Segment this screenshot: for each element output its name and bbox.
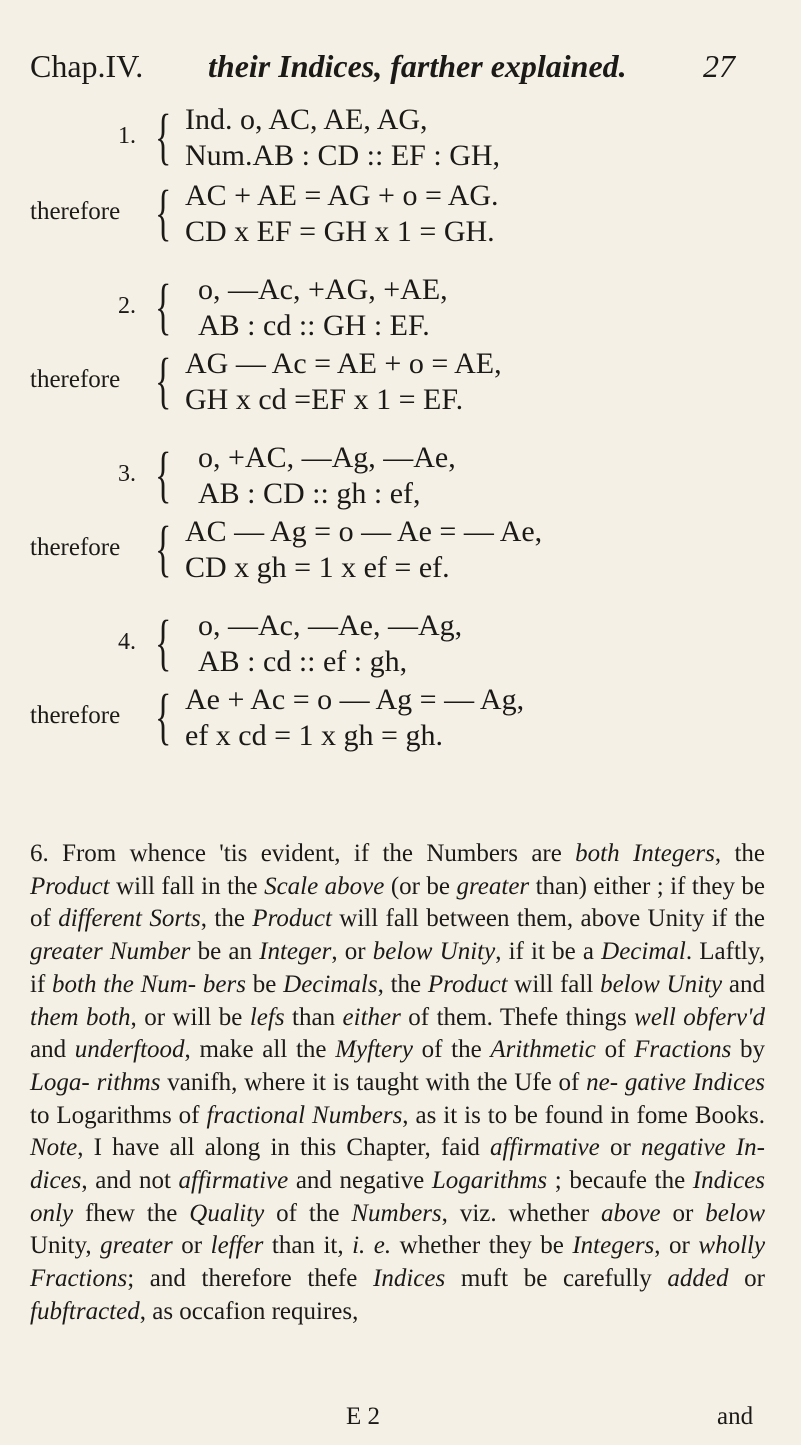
sum-result: Ae + Ac = o — Ag = — Ag, xyxy=(185,683,525,716)
block-number: 2. xyxy=(118,293,136,319)
brace-glyph: { xyxy=(155,441,172,509)
text-run: Unity if the xyxy=(647,905,766,933)
block-number: 4. xyxy=(118,629,136,655)
text-run: vanifh, where it is taught with the Ufe of xyxy=(160,1068,587,1096)
brace-glyph: { xyxy=(155,515,172,583)
italic-run: different xyxy=(58,905,142,933)
text-run: will fall in the xyxy=(109,872,265,900)
italic-run: Fractions xyxy=(634,1036,732,1064)
italic-run: above xyxy=(600,1199,661,1227)
italic-run: fubftracted xyxy=(30,1297,140,1325)
catchword: and xyxy=(717,1403,754,1430)
indices-line: o, —Ac, —Ae, —Ag, xyxy=(198,609,463,642)
therefore-label: therefore xyxy=(30,366,121,393)
text-run: , and not xyxy=(81,1167,179,1195)
numbers-line: Num.AB : CD :: EF : GH, xyxy=(185,139,501,172)
text-run: , as occafion requires, xyxy=(139,1297,359,1325)
block-number: 1. xyxy=(118,123,136,149)
text-run: , the xyxy=(377,970,428,998)
text-run: and xyxy=(728,970,765,998)
italic-run: Decimal xyxy=(601,938,686,966)
sum-result: AC — Ag = o — Ae = — Ae, xyxy=(185,515,543,548)
italic-run: Integers xyxy=(572,1232,655,1260)
text-run: , make all xyxy=(184,1036,288,1064)
italic-run: Decimals xyxy=(283,970,378,998)
italic-run: Note xyxy=(30,1134,78,1162)
text-run: as it is to be found in fome Books. xyxy=(415,1101,765,1129)
italic-run: fractional Numbers xyxy=(206,1101,403,1129)
therefore-label: therefore xyxy=(30,198,121,225)
text-run: and negative xyxy=(288,1167,432,1195)
text-run: becaufe the xyxy=(569,1167,693,1195)
italic-run: gative Indices xyxy=(624,1068,766,1096)
brace-glyph: { xyxy=(155,103,172,171)
italic-run: either xyxy=(342,1003,401,1031)
signature-mark: E 2 xyxy=(346,1403,381,1430)
italic-run: negative In- xyxy=(640,1134,765,1162)
block-number: 3. xyxy=(118,461,136,487)
italic-run: ne- xyxy=(586,1068,619,1096)
italic-run: Logarithms xyxy=(431,1167,548,1195)
chapter-label: Chap.IV. xyxy=(30,48,144,84)
indices-line: o, —Ac, +AG, +AE, xyxy=(198,273,448,306)
italic-run: wholly Fractions xyxy=(30,1232,766,1293)
italic-run: greater Number xyxy=(30,938,191,966)
running-head xyxy=(30,48,735,92)
page-number: 27 xyxy=(703,48,735,84)
italic-run: both Integers xyxy=(575,840,715,867)
italic-run: Loga- xyxy=(30,1068,90,1096)
text-run: of xyxy=(595,1036,635,1064)
brace-glyph: { xyxy=(155,609,172,677)
text-run: . Laftly, if xyxy=(30,938,765,998)
text-run: , xyxy=(402,1101,409,1129)
italic-run: dices xyxy=(30,1167,82,1195)
italic-run: Quality xyxy=(189,1199,265,1227)
italic-run: i. e. xyxy=(352,1232,392,1260)
italic-run: them both xyxy=(30,1003,131,1031)
italic-run: Integer xyxy=(259,938,332,966)
text-run: , or xyxy=(331,938,373,966)
text-run: will fall xyxy=(507,970,601,998)
text-run: , if it be a xyxy=(495,938,602,966)
italic-run: Indices xyxy=(373,1265,446,1293)
italic-run: below xyxy=(705,1199,766,1227)
text-run: to Logarithms of xyxy=(30,1101,207,1129)
italic-run: Indices only xyxy=(30,1167,765,1227)
text-run: Unity, xyxy=(30,1232,101,1260)
text-run: , viz. whether xyxy=(441,1199,601,1227)
running-title: their Indices, farther explained. xyxy=(208,48,627,84)
italic-run: well obferv'd xyxy=(634,1003,765,1031)
paragraph-text xyxy=(30,838,765,1329)
italic-run: below xyxy=(372,938,433,966)
text-run: and xyxy=(30,1036,75,1064)
text-run: or xyxy=(728,1265,765,1293)
text-run: or xyxy=(599,1134,641,1162)
italic-run: added xyxy=(667,1265,729,1293)
paragraph-6 xyxy=(30,838,765,1329)
numbers-line: AB : cd :: GH : EF. xyxy=(198,309,430,342)
italic-run: Numbers xyxy=(351,1199,442,1227)
numbers-line: AB : cd :: ef : gh, xyxy=(198,645,408,678)
text-run: , the xyxy=(200,905,253,933)
text-run: of the xyxy=(264,1199,340,1227)
text-run: than xyxy=(284,1003,343,1031)
indices-line: Ind. o, AC, AE, AG, xyxy=(185,103,428,136)
brace-glyph: { xyxy=(155,179,172,247)
italic-run: affirmative xyxy=(178,1167,289,1195)
italic-run: Unity xyxy=(439,938,496,966)
italic-run: rithms xyxy=(96,1068,161,1096)
text-run: will fall between them, above xyxy=(331,905,641,933)
text-run: , or xyxy=(654,1232,690,1260)
text-run: be an xyxy=(190,938,260,966)
italic-run: Product xyxy=(30,872,110,900)
italic-run: bers xyxy=(202,970,246,998)
brace-glyph: { xyxy=(155,347,172,415)
italic-run: leffer xyxy=(210,1232,264,1260)
text-run: ; xyxy=(547,1167,562,1195)
product-result: GH x cd =EF x 1 = EF. xyxy=(185,383,464,416)
text-run: muft be xyxy=(445,1265,548,1293)
text-run: , or will be xyxy=(130,1003,250,1031)
numbers-line: AB : CD :: gh : ef, xyxy=(198,477,421,510)
text-run: or xyxy=(660,1199,706,1227)
italic-run: Sorts xyxy=(149,905,201,933)
italic-run: Product xyxy=(427,970,508,998)
text-run: the xyxy=(295,1036,336,1064)
italic-run: underftood xyxy=(74,1036,185,1064)
text-run: 6. From whence 'tis evident, if the Numbers are xyxy=(30,840,562,867)
product-result: ef x cd = 1 x gh = gh. xyxy=(185,719,443,752)
therefore-label: therefore xyxy=(30,534,121,561)
italic-run: greater xyxy=(100,1232,173,1260)
brace-glyph: { xyxy=(155,683,172,751)
text-run: be xyxy=(245,970,284,998)
therefore-label: therefore xyxy=(30,702,121,729)
text-run: , the xyxy=(714,840,765,867)
text-run: carefully xyxy=(562,1265,668,1293)
text-run: fhew the xyxy=(73,1199,190,1227)
text-run: (or be xyxy=(390,872,457,900)
text-run: by xyxy=(731,1036,765,1064)
italic-run: below Unity xyxy=(600,970,723,998)
text-run: of them. xyxy=(400,1003,493,1031)
text-run: of the xyxy=(412,1036,491,1064)
italic-run: affirmative xyxy=(490,1134,600,1162)
italic-run: Arithmetic xyxy=(490,1036,596,1064)
text-run: than it, xyxy=(263,1232,353,1260)
italic-run: both the Num- xyxy=(52,970,197,998)
brace-glyph: { xyxy=(155,273,172,341)
text-run: , I have all xyxy=(77,1134,195,1162)
italic-run: greater xyxy=(456,872,530,900)
sum-result: AC + AE = AG + o = AG. xyxy=(185,179,499,212)
text-run: Thefe things xyxy=(499,1003,635,1031)
italic-run: Myftery xyxy=(335,1036,413,1064)
italic-run: lefs xyxy=(249,1003,285,1031)
text-run: or xyxy=(181,1232,211,1260)
indices-line: o, +AC, —Ag, —Ae, xyxy=(198,441,456,474)
text-run: along in this Chapter, faid xyxy=(204,1134,491,1162)
product-result: CD x EF = GH x 1 = GH. xyxy=(185,215,495,248)
italic-run: Scale above xyxy=(264,872,385,900)
text-run: than) either ; if they be of xyxy=(30,872,765,933)
text-run: whether they be xyxy=(391,1232,573,1260)
italic-run: Product xyxy=(252,905,332,933)
product-result: CD x gh = 1 x ef = ef. xyxy=(185,551,450,584)
sum-result: AG — Ac = AE + o = AE, xyxy=(185,347,502,380)
text-run: ; and therefore thefe xyxy=(127,1265,373,1293)
